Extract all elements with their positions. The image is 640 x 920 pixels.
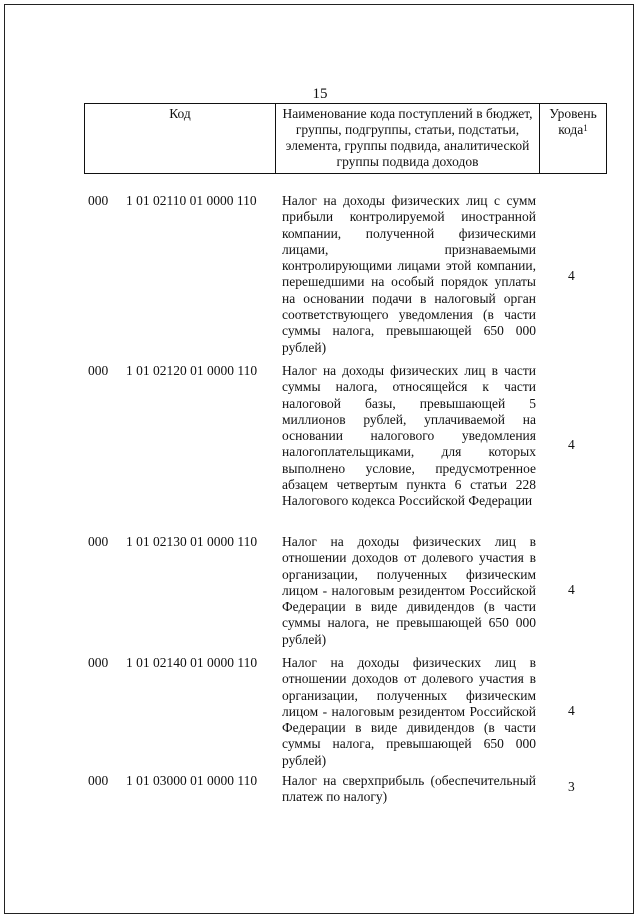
header-code: Код bbox=[84, 103, 276, 174]
row-level: 4 bbox=[568, 703, 575, 718]
row-description: Налог на доходы физических лиц в отношении доходов от долевого участия в организации, полученных физическим лицом - налоговым резидентом Российской Федерации в виде дивидендов (в части суммы налога, превышающей 650 000 рублей) bbox=[282, 655, 536, 768]
row-admin-code: 000 bbox=[88, 655, 109, 670]
row-level: 4 bbox=[568, 582, 575, 597]
row-level: 4 bbox=[568, 437, 575, 452]
row-code: 1 01 02120 01 0000 110 bbox=[126, 363, 258, 378]
row-code: 1 01 02110 01 0000 110 bbox=[126, 193, 257, 208]
row-admin-code: 000 bbox=[88, 363, 109, 378]
row-level: 3 bbox=[568, 779, 575, 794]
row-description: Налог на доходы физических лиц в отношении доходов от долевого участия в организации, полученных физическим лицом - налоговым резидентом Российской Федерации в виде дивидендов (в части суммы налога, не превышающей 650 000 рублей) bbox=[282, 534, 536, 647]
row-admin-code: 000 bbox=[88, 534, 109, 549]
header-level-label: Уровень кода bbox=[549, 106, 597, 137]
row-description: Налог на доходы физических лиц с сумм прибыли контролируемой иностранной компании, полученной физическими лицами, признаваемыми контролирующими лицами этой компании, перешедшими на особый порядок уплаты на основании подачи в налоговый орган соответствующего уведомления (в части суммы налога, превышающей 650 000 рублей) bbox=[282, 193, 536, 355]
row-level: 4 bbox=[568, 268, 575, 283]
row-description: Налог на доходы физических лиц в части суммы налога, относящейся к части налоговой базы, превышающей 5 миллионов рублей, уплачиваемой на основании налогового уведомления налогоплательщиками, для которых выполнено условие, предусмотренное абзацем четвертым пункта 6 статьи 228 Налогового кодекса Российской Федерации bbox=[282, 363, 536, 509]
row-code: 1 01 02140 01 0000 110 bbox=[126, 655, 258, 670]
header-name: Наименование кода поступлений в бюджет, группы, подгруппы, статьи, подстатьи, элемента, группы подвида, аналитической группы подвида доходов bbox=[276, 103, 540, 174]
row-code: 1 01 03000 01 0000 110 bbox=[126, 773, 258, 788]
row-admin-code: 000 bbox=[88, 193, 109, 208]
page-number: 15 bbox=[312, 86, 328, 102]
row-description: Налог на сверхприбыль (обеспечительный платеж по налогу) bbox=[282, 773, 536, 805]
row-code: 1 01 02130 01 0000 110 bbox=[126, 534, 258, 549]
header-level-footnote: 1 bbox=[583, 123, 588, 133]
header-level bbox=[540, 103, 607, 174]
row-admin-code: 000 bbox=[88, 773, 109, 788]
